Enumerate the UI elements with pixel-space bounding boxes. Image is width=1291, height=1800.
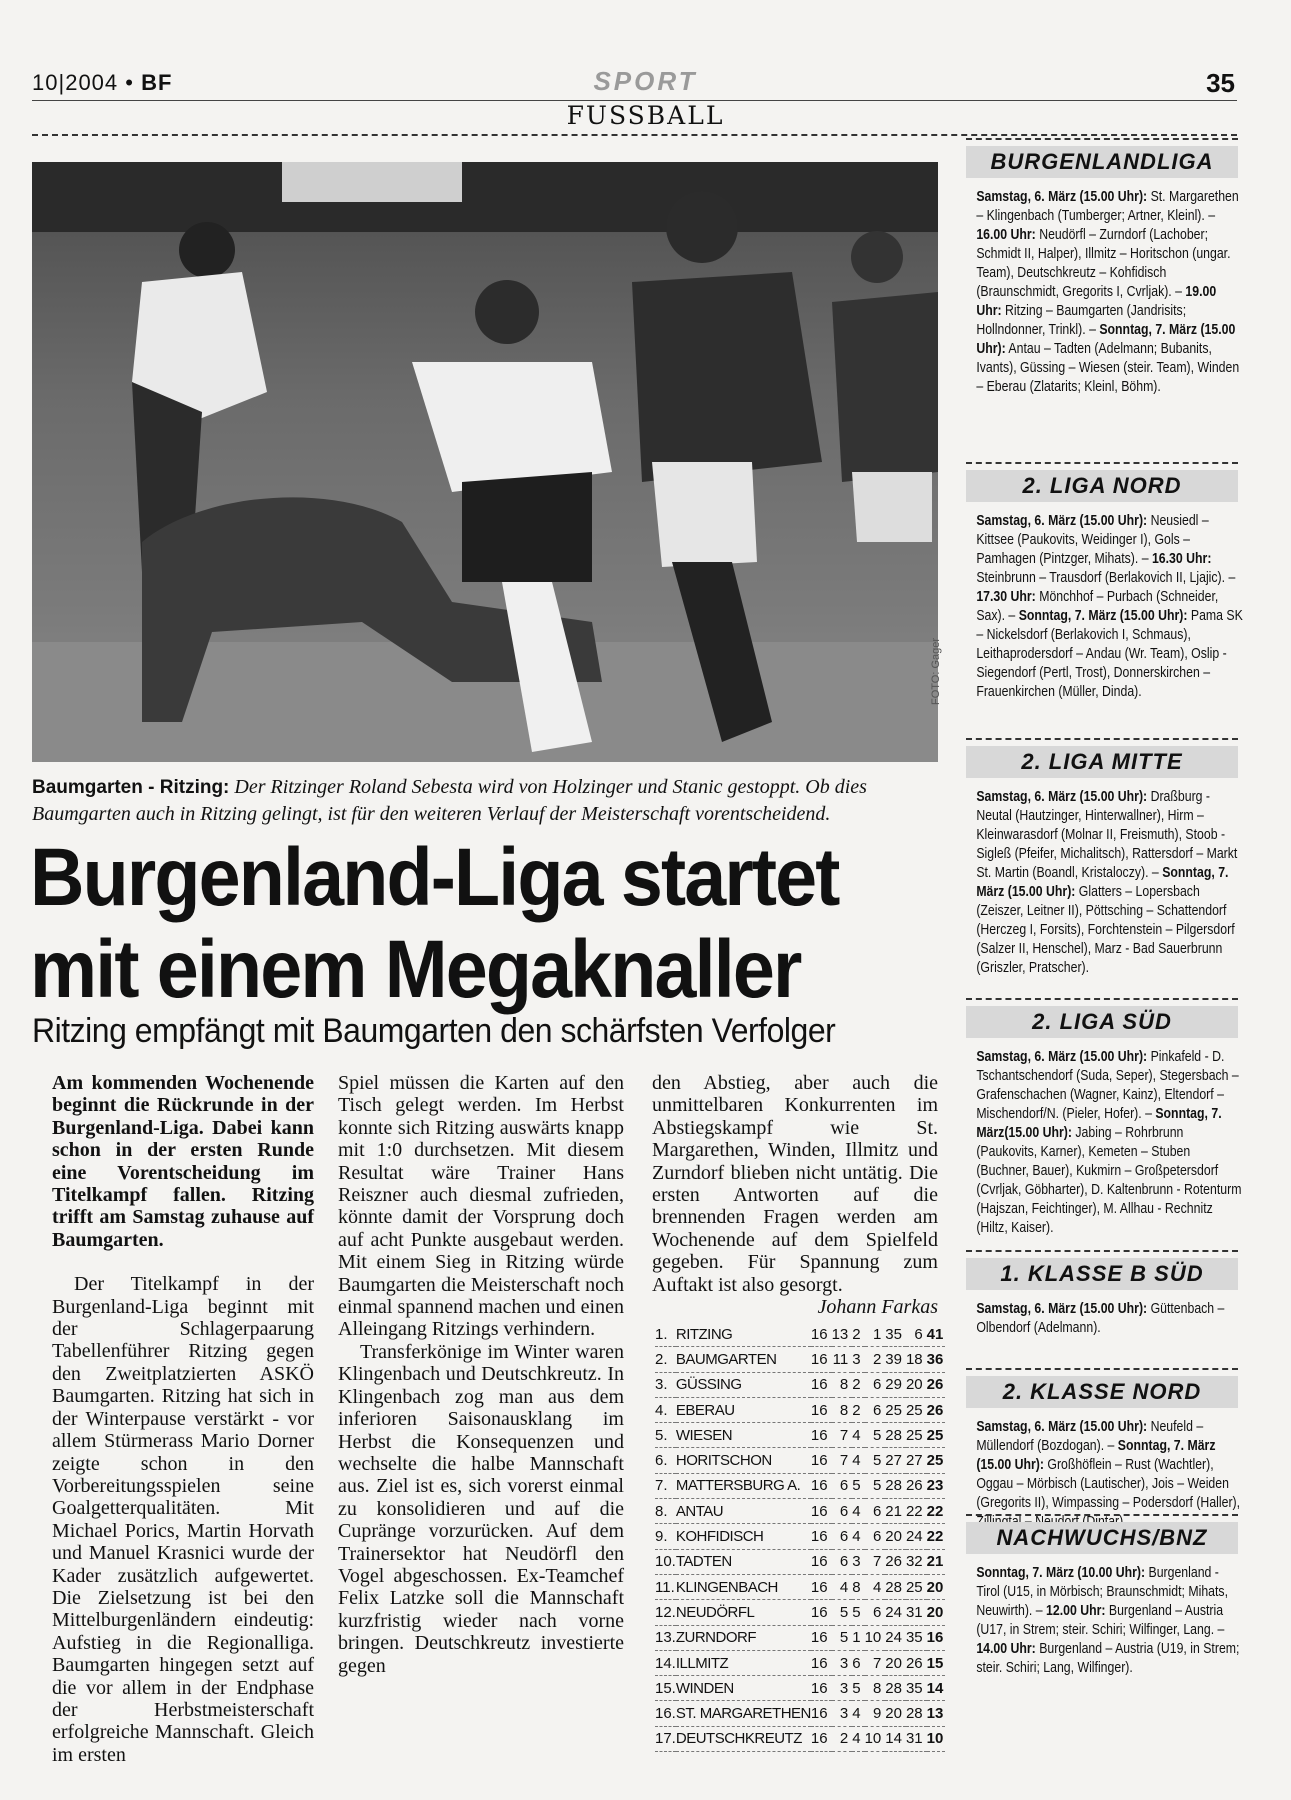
standings-p: 16 xyxy=(811,1499,832,1524)
table-row xyxy=(655,1524,945,1549)
standings-l: 5 xyxy=(865,1423,886,1448)
standings-w: 13 xyxy=(832,1322,853,1347)
fixtures-box xyxy=(966,738,1238,978)
fixture-list: Burgenland – Austria (U17, in Strem; steir. Schiri; Wilfinger, Lang. – xyxy=(976,1603,1225,1638)
standings-l: 6 xyxy=(865,1600,886,1625)
standings-gf: 27 xyxy=(885,1448,906,1473)
standings-w: 6 xyxy=(832,1473,853,1498)
standings-ga: 26 xyxy=(906,1473,927,1498)
standings-pos: 13. xyxy=(655,1625,676,1650)
standings-p: 16 xyxy=(811,1397,832,1422)
standings-ga: 24 xyxy=(906,1524,927,1549)
fixture-date: Samstag, 6. März (15.00 Uhr): xyxy=(976,1301,1148,1317)
fixture-date: Samstag, 6. März (15.00 Uhr): xyxy=(976,1419,1148,1435)
fixtures-heading: NACHWUCHS/BNZ xyxy=(966,1522,1238,1554)
standings-ga: 28 xyxy=(906,1701,927,1726)
standings-p: 16 xyxy=(811,1625,832,1650)
standings-gf: 26 xyxy=(885,1549,906,1574)
fixture-date: Sonntag, 7. März (15.00 Uhr): xyxy=(976,865,1229,900)
table-row xyxy=(655,1473,945,1498)
standings-ga: 18 xyxy=(906,1347,927,1372)
publication-name: BF xyxy=(141,70,173,95)
standings-l: 9 xyxy=(865,1701,886,1726)
table-row xyxy=(655,1423,945,1448)
standings-w: 4 xyxy=(832,1574,853,1599)
standings-team: RITZING xyxy=(676,1322,811,1347)
table-row xyxy=(655,1372,945,1397)
standings-pts: 16 xyxy=(927,1625,946,1650)
fixtures-text xyxy=(966,1300,1246,1338)
table-row xyxy=(655,1448,945,1473)
article-lead: Am kommenden Wochenende beginnt die Rückrunde in der Burgenland-Liga. Dabei kann schon in der ersten Runde eine Vorentscheidung im Titelkampf fallen. Ritzing trifft am Samstag zuhause auf Baumgarten. xyxy=(52,1072,314,1251)
standings-ga: 25 xyxy=(906,1423,927,1448)
standings-ga: 31 xyxy=(906,1726,927,1751)
fixtures-heading: BURGENLANDLIGA xyxy=(966,146,1238,178)
standings-d: 8 xyxy=(852,1574,864,1599)
photo-caption xyxy=(32,774,932,827)
standings-p: 16 xyxy=(811,1423,832,1448)
fixtures-text xyxy=(966,1048,1246,1238)
fixture-list: Neufeld – Müllendorf (Bozdogan). – xyxy=(976,1419,1204,1454)
standings-w: 8 xyxy=(832,1372,853,1397)
standings-d: 2 xyxy=(852,1322,864,1347)
fixtures-heading-wrap xyxy=(966,998,1238,1038)
standings-p: 16 xyxy=(811,1650,832,1675)
standings-pos: 11. xyxy=(655,1574,676,1599)
fixture-date: 17.30 Uhr: xyxy=(976,589,1036,605)
fixture-list: Pinkafeld - D. Tschantschendorf (Suda, Seper), Stegersbach – Grafenschachen (Wagner, Kainz), Eltendorf – Mischendorf/N. (Pieler, Hofer). – xyxy=(976,1049,1239,1122)
fixture-list: Großhöflein – Rust (Wachtler), Oggau – Mörbisch (Lautischer), Jois – Weiden (Gregorits II), Wimpassing – Podersdorf (Haller), xyxy=(976,1457,1241,1511)
fixtures-box xyxy=(966,998,1242,1238)
standings-pts: 23 xyxy=(927,1473,946,1498)
standings-pos: 14. xyxy=(655,1650,676,1675)
fixture-date: Samstag, 6. März (15.00 Uhr): xyxy=(976,789,1148,805)
standings-pts: 25 xyxy=(927,1423,946,1448)
table-row xyxy=(655,1322,945,1347)
standings-ga: 31 xyxy=(906,1600,927,1625)
standings-d: 5 xyxy=(852,1473,864,1498)
fixture-list: Ritzing – Baumgarten (Jandrisits; Hollndonner, Trinkl). – xyxy=(976,303,1187,338)
subheadline: Ritzing empfängt mit Baumgarten den schärfsten Verfolger xyxy=(32,1012,836,1050)
standings-d: 6 xyxy=(852,1650,864,1675)
fixture-date: 14.00 Uhr: xyxy=(976,1641,1036,1657)
article-paragraph: den Abstieg, aber auch die unmittelbaren Konkurrenten im Abstiegskampf wie St. Margarethen, Winden, Illmitz und Zurndorf blieben nicht untätig. Die ersten Antworten auf die brennenden Fragen werden am Wochenende auf dem Spielfeld gegeben. Für Spannung zum Auftakt ist also gesorgt. xyxy=(652,1072,938,1296)
standings-d: 4 xyxy=(852,1448,864,1473)
standings-pts: 14 xyxy=(927,1676,946,1701)
standings-w: 8 xyxy=(832,1397,853,1422)
standings-l: 7 xyxy=(865,1549,886,1574)
standings-pts: 20 xyxy=(927,1600,946,1625)
article-column-3 xyxy=(652,1072,938,1318)
standings-w: 6 xyxy=(832,1549,853,1574)
standings-p: 16 xyxy=(811,1726,832,1751)
standings-d: 4 xyxy=(852,1524,864,1549)
standings-gf: 28 xyxy=(885,1423,906,1448)
headline xyxy=(30,832,867,1016)
standings-team: WINDEN xyxy=(676,1676,811,1701)
table-row xyxy=(655,1701,945,1726)
fixture-list: Neudörfl – Zurndorf (Lachober; Schmidt II, Halper), Illmitz – Horitschon (ungar. Team), Deutschkreutz – Kohfidisch (Braunschmidt, Gregorits I, Cvrljak). – xyxy=(976,227,1231,300)
table-row xyxy=(655,1726,945,1751)
fixture-list: Steinbrunn – Trausdorf (Berlakovich II, Ljajic). – xyxy=(976,570,1236,586)
standings-l: 10 xyxy=(865,1726,886,1751)
standings-pos: 10. xyxy=(655,1549,676,1574)
standings-w: 7 xyxy=(832,1448,853,1473)
fixtures-heading: 2. KLASSE NORD xyxy=(966,1376,1238,1408)
fixtures-box xyxy=(966,138,1238,397)
standings-w: 11 xyxy=(832,1347,853,1372)
standings-ga: 26 xyxy=(906,1650,927,1675)
standings-pts: 22 xyxy=(927,1499,946,1524)
standings-ga: 25 xyxy=(906,1397,927,1422)
standings-ga: 27 xyxy=(906,1448,927,1473)
standings-gf: 24 xyxy=(885,1600,906,1625)
article-paragraph: Transferkönige im Winter waren Klingenbach und Deutschkreutz. In Klingenbach zog man aus dem inferioren Saisonausklang im Herbst die Konsequenzen und wechselte die halbe Mannschaft aus. Ziel ist es, sich vorerst einmal zu konsolidieren und auf die Cupränge vorzurücken. Auf dem Trainersektor hat Neudörfl den Vogel abgeschossen. Ex-Teamchef Felix Latzke soll die Mannschaft kurzfristig wieder nach vorne bringen. Deutschkreutz investierte gegen xyxy=(338,1340,624,1677)
standings-pos: 17. xyxy=(655,1726,676,1751)
fixtures-text xyxy=(966,512,1246,702)
standings-gf: 25 xyxy=(885,1397,906,1422)
standings-pos: 2. xyxy=(655,1347,676,1372)
standings-team: ZURNDORF xyxy=(676,1625,811,1650)
standings-l: 6 xyxy=(865,1524,886,1549)
standings-l: 1 xyxy=(865,1322,886,1347)
standings-p: 16 xyxy=(811,1448,832,1473)
standings-p: 16 xyxy=(811,1322,832,1347)
standings-w: 5 xyxy=(832,1600,853,1625)
fixtures-text xyxy=(966,188,1246,397)
caption-lead: Baumgarten - Ritzing: xyxy=(32,777,230,798)
standings-w: 7 xyxy=(832,1423,853,1448)
fixture-list: Draßburg - Neutal (Hautzinger, Hinterwallner), Hirm – Kleinwarasdorf (Molnar II, Freismuth), Stoob - Sigleß (Pfeifer, Michalitsch), Rattersdorf – Markt St. Martin (Boandl, Kristaloczy). – xyxy=(976,789,1238,881)
fixtures-box xyxy=(966,1368,1241,1532)
standings-gf: 24 xyxy=(885,1625,906,1650)
standings-team: ILLMITZ xyxy=(676,1650,811,1675)
fixture-list: Mönchhof – Purbach (Schneider, Sax). – xyxy=(976,589,1219,624)
standings-team: ST. MARGARETHEN xyxy=(676,1701,811,1726)
fixture-list: Pama SK – Nickelsdorf (Berlakovich I, Schmaus), Leithaprodersdorf – Andau (Wr. Team), Oslip - Siegendorf (Pertl, Trost), Donnerskirchen – Frauenkirchen (Müller, Dinda). xyxy=(976,608,1243,700)
standings-w: 2 xyxy=(832,1726,853,1751)
fixture-date: Sonntag, 7. März (15.00 Uhr): xyxy=(1018,608,1188,624)
standings-pos: 6. xyxy=(655,1448,676,1473)
fixtures-heading: 2. LIGA NORD xyxy=(966,470,1238,502)
standings-team: BAUMGARTEN xyxy=(676,1347,811,1372)
standings-team: MATTERSBURG A. xyxy=(676,1473,811,1498)
fixture-date: Samstag, 6. März (15.00 Uhr): xyxy=(976,1049,1148,1065)
standings-pts: 36 xyxy=(927,1347,946,1372)
fixtures-text xyxy=(966,788,1246,978)
standings-d: 4 xyxy=(852,1701,864,1726)
standings-ga: 20 xyxy=(906,1372,927,1397)
fixture-date: Sonntag, 7. März (15.00 Uhr): xyxy=(976,322,1236,357)
standings-gf: 20 xyxy=(885,1650,906,1675)
caption-text: Der Ritzinger Roland Sebesta wird von Holzinger und Stanic gestoppt. Ob dies Baumgarten auch in Ritzing gelingt, ist für den weiteren Verlauf der Meisterschaft vorentscheidend. xyxy=(32,776,867,825)
standings-l: 7 xyxy=(865,1650,886,1675)
standings-gf: 39 xyxy=(885,1347,906,1372)
standings-pts: 26 xyxy=(927,1397,946,1422)
issue-year: 2004 xyxy=(65,70,119,95)
fixtures-heading-wrap xyxy=(966,1368,1238,1408)
table-row xyxy=(655,1600,945,1625)
standings-pos: 16. xyxy=(655,1701,676,1726)
photo-credit: FOTO: Gager xyxy=(930,637,942,705)
standings-p: 16 xyxy=(811,1600,832,1625)
standings-p: 16 xyxy=(811,1574,832,1599)
standings-ga: 35 xyxy=(906,1676,927,1701)
page-number: 35 xyxy=(1206,68,1235,98)
fixture-list: St. Margarethen – Klingenbach (Tumberger; Artner, Kleinl). – xyxy=(976,189,1239,224)
standings-ga: 6 xyxy=(906,1322,927,1347)
standings-w: 3 xyxy=(832,1701,853,1726)
table-row xyxy=(655,1499,945,1524)
fixture-list: Neusiedl – Kittsee (Paukovits, Weidinger I), Gols – Pamhagen (Pintzger, Mihats). – xyxy=(976,513,1209,567)
article-paragraph: Der Titelkampf in der Burgenland-Liga beginnt mit der Schlagerpaarung Tabellenführer Ritzing gegen den Zweitplatzierten ASKÖ Baumgarten. Ritzing hat sich in der Winterpause verstärkt - vor allem Stürmerass Mario Dorner zeigte schon in den Vorbereitungsspielen seine Goalgetterqualitäten. Mit Michael Porics, Martin Horvath und Manuel Krasnici wurde der Kader zusätzlich aufgewertet. Die Zielsetzung ist bei den Mittelburgenländern eindeutig: Aufstieg in die Regionalliga. Baumgarten hingegen setzt auf die vor allem in der Endphase der Herbstmeisterschaft erfolgreiche Mannschaft. Gleich im ersten xyxy=(52,1273,314,1766)
standings-l: 8 xyxy=(865,1676,886,1701)
fixtures-heading-wrap xyxy=(966,1250,1238,1290)
standings-d: 3 xyxy=(852,1549,864,1574)
standings-d: 2 xyxy=(852,1372,864,1397)
fixtures-text xyxy=(966,1564,1246,1678)
table-row xyxy=(655,1574,945,1599)
standings-team: WIESEN xyxy=(676,1423,811,1448)
header-dashed-rule xyxy=(32,134,1237,136)
article-column-1 xyxy=(52,1072,314,1766)
standings-ga: 22 xyxy=(906,1499,927,1524)
standings-pos: 8. xyxy=(655,1499,676,1524)
standings-pts: 10 xyxy=(927,1726,946,1751)
standings-pts: 22 xyxy=(927,1524,946,1549)
standings-pts: 21 xyxy=(927,1549,946,1574)
standings-pts: 20 xyxy=(927,1574,946,1599)
fixture-date: 12.00 Uhr: xyxy=(1046,1603,1106,1619)
standings-l: 4 xyxy=(865,1574,886,1599)
standings-gf: 14 xyxy=(885,1726,906,1751)
standings-l: 2 xyxy=(865,1347,886,1372)
fixtures-heading-wrap xyxy=(966,138,1238,178)
standings-gf: 35 xyxy=(885,1322,906,1347)
fixture-list: Glatters – Lopersbach (Zeiszer, Leitner II), Pöttsching – Schattendorf (Herczeg I, Forsits), Forchtenstein – Pilgersdorf (Salzer II, Henschel), Marz - Bad Sauerbrunn (Griszler, Pratscher). xyxy=(976,884,1235,976)
table-row xyxy=(655,1347,945,1372)
standings-pts: 13 xyxy=(927,1701,946,1726)
standings-p: 16 xyxy=(811,1347,832,1372)
fixture-date: Samstag, 6. März (15.00 Uhr): xyxy=(976,513,1148,529)
standings-d: 5 xyxy=(852,1600,864,1625)
standings-gf: 20 xyxy=(885,1701,906,1726)
standings-gf: 28 xyxy=(885,1574,906,1599)
standings-d: 4 xyxy=(852,1499,864,1524)
standings-team: NEUDÖRFL xyxy=(676,1600,811,1625)
table-row xyxy=(655,1549,945,1574)
fixtures-heading: 1. KLASSE B SÜD xyxy=(966,1258,1238,1290)
standings-pts: 26 xyxy=(927,1372,946,1397)
section-title: SPORT xyxy=(593,66,698,96)
fixtures-heading: 2. LIGA MITTE xyxy=(966,746,1238,778)
standings-p: 16 xyxy=(811,1701,832,1726)
fixture-date: 16.00 Uhr: xyxy=(976,227,1036,243)
standings-l: 6 xyxy=(865,1499,886,1524)
standings-gf: 28 xyxy=(885,1473,906,1498)
standings-gf: 29 xyxy=(885,1372,906,1397)
standings-d: 4 xyxy=(852,1726,864,1751)
fixtures-heading-wrap xyxy=(966,1514,1238,1554)
standings-team: DEUTSCHKREUTZ xyxy=(676,1726,811,1751)
standings-w: 5 xyxy=(832,1625,853,1650)
standings-team: TADTEN xyxy=(676,1549,811,1574)
issue-info: 10|2004 • BF xyxy=(32,70,173,95)
fixture-date: 16.30 Uhr: xyxy=(1151,551,1212,567)
standings-team: GÜSSING xyxy=(676,1372,811,1397)
standings-gf: 20 xyxy=(885,1524,906,1549)
standings-team: HORITSCHON xyxy=(676,1448,811,1473)
standings-w: 6 xyxy=(832,1499,853,1524)
fixtures-box xyxy=(966,462,1243,702)
fixture-date: Samstag, 6. März (15.00 Uhr): xyxy=(976,189,1148,205)
standings-pts: 25 xyxy=(927,1448,946,1473)
standings-ga: 25 xyxy=(906,1574,927,1599)
standings-p: 16 xyxy=(811,1473,832,1498)
headline-line-1: Burgenland-Liga startet xyxy=(30,832,839,923)
standings-p: 16 xyxy=(811,1372,832,1397)
standings-w: 3 xyxy=(832,1650,853,1675)
standings-w: 6 xyxy=(832,1524,853,1549)
standings-pts: 15 xyxy=(927,1650,946,1675)
standings-l: 5 xyxy=(865,1473,886,1498)
table-row xyxy=(655,1625,945,1650)
standings-team: ANTAU xyxy=(676,1499,811,1524)
table-row xyxy=(655,1397,945,1422)
standings-l: 10 xyxy=(865,1625,886,1650)
standings-table xyxy=(655,1322,945,1752)
football-players-illustration xyxy=(32,162,938,762)
fixtures-box xyxy=(966,1250,1238,1338)
issue-number: 10 xyxy=(32,70,59,95)
standings-gf: 21 xyxy=(885,1499,906,1524)
standings-gf: 28 xyxy=(885,1676,906,1701)
standings-ga: 35 xyxy=(906,1625,927,1650)
table-row xyxy=(655,1650,945,1675)
article-column-2 xyxy=(338,1072,624,1677)
fixture-list: Güttenbach – Olbendorf (Adelmann). xyxy=(976,1301,1225,1336)
standings-team: EBERAU xyxy=(676,1397,811,1422)
standings-team: KLINGENBACH xyxy=(676,1574,811,1599)
standings-p: 16 xyxy=(811,1524,832,1549)
article-author: Johann Farkas xyxy=(817,1296,938,1319)
standings-pos: 5. xyxy=(655,1423,676,1448)
standings-l: 6 xyxy=(865,1397,886,1422)
article-paragraph: Spiel müssen die Karten auf den Tisch gelegt werden. Im Herbst konnte sich Ritzing auswärts knapp mit 1:0 durchsetzen. Mit diesem Resultat wäre Trainer Hans Reiszner auch diesmal zufrieden, könnte damit der Vorsprung doch auf acht Punkte ausgebaut werden. Mit einem Sieg in Ritzing würde Baumgarten die Meisterschaft noch einmal spannend machen und einen Alleingang Ritzings verhindern. xyxy=(338,1072,624,1341)
standings-ga: 32 xyxy=(906,1549,927,1574)
subsection-title: FUSSBALL xyxy=(566,101,725,130)
fixture-list: Burgenland - Tirol (U15, in Mörbisch; Braunschmidt; Mihats, Neuwirth). – xyxy=(976,1565,1229,1619)
standings-pos: 15. xyxy=(655,1676,676,1701)
fixture-date: 19.00 Uhr: xyxy=(976,284,1217,319)
match-photo xyxy=(32,162,938,762)
standings-pos: 3. xyxy=(655,1372,676,1397)
standings-w: 3 xyxy=(832,1676,853,1701)
standings-team: KOHFIDISCH xyxy=(676,1524,811,1549)
standings-p: 16 xyxy=(811,1676,832,1701)
fixture-date: Sonntag, 7. März (15.00 Uhr): xyxy=(976,1438,1216,1473)
standings-l: 5 xyxy=(865,1448,886,1473)
standings-pos: 12. xyxy=(655,1600,676,1625)
fixture-date: Sonntag, 7. März(15.00 Uhr): xyxy=(976,1106,1222,1141)
fixture-list: Antau – Tadten (Adelmann; Bubanits, Ivants), Güssing – Wiesen (steir. Team), Winden – Eberau (Zlatarits; Kleinl, Böhm). xyxy=(976,341,1240,395)
fixtures-box xyxy=(966,1514,1238,1678)
standings-pos: 9. xyxy=(655,1524,676,1549)
standings-p: 16 xyxy=(811,1549,832,1574)
standings-l: 6 xyxy=(865,1372,886,1397)
standings-d: 1 xyxy=(852,1625,864,1650)
standings-pts: 41 xyxy=(927,1322,946,1347)
standings-d: 5 xyxy=(852,1676,864,1701)
fixture-list: Jabing – Rohrbrunn (Paukovits, Karner), Kemeten – Stuben (Buchner, Bauer), Kukmirn – Großpetersdorf (Cvrljak, Göbharter), D. Kaltenbrunn - Rotenturm (Hajszan, Feichtinger), M. Allhau - Rechnitz (Hiltz, Kaiser). xyxy=(976,1125,1242,1236)
fixture-list: Burgenland – Austria (U19, in Strem; steir. Schiri; Lang, Wilfinger). xyxy=(976,1641,1240,1676)
standings-pos: 4. xyxy=(655,1397,676,1422)
standings-d: 2 xyxy=(852,1397,864,1422)
fixtures-heading: 2. LIGA SÜD xyxy=(966,1006,1238,1038)
standings-pos: 1. xyxy=(655,1322,676,1347)
standings-pos: 7. xyxy=(655,1473,676,1498)
headline-line-2: mit einem Megaknaller xyxy=(30,924,801,1015)
fixtures-heading-wrap xyxy=(966,738,1238,778)
fixture-date: Sonntag, 7. März (10.00 Uhr): xyxy=(976,1565,1146,1581)
standings-d: 3 xyxy=(852,1347,864,1372)
fixtures-heading-wrap xyxy=(966,462,1238,502)
table-row xyxy=(655,1676,945,1701)
standings-d: 4 xyxy=(852,1423,864,1448)
